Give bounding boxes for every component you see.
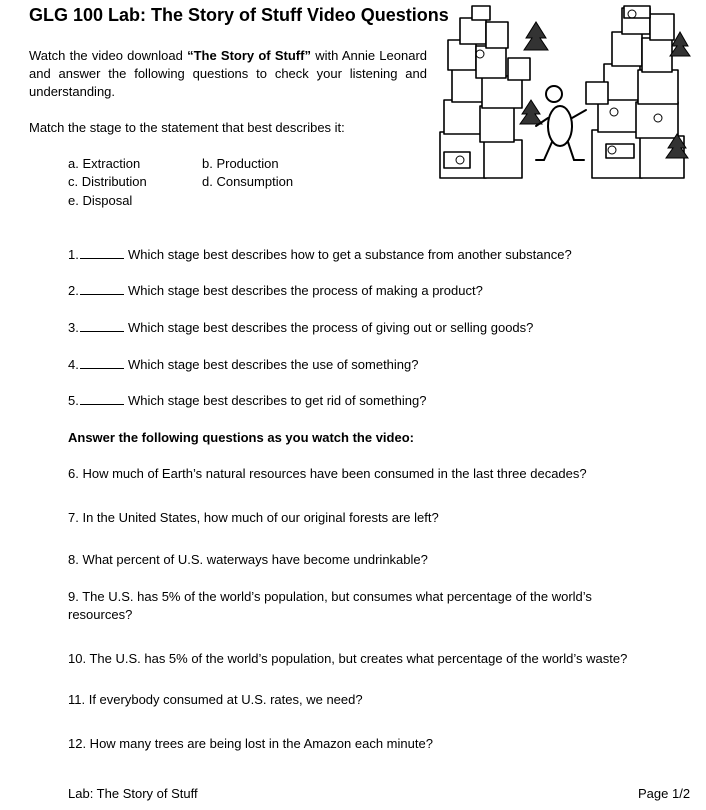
pile-of-stuff-illustration	[436, 2, 692, 184]
option-extraction: a. Extraction	[68, 156, 141, 171]
answer-blank[interactable]	[80, 246, 124, 259]
answer-blank[interactable]	[80, 282, 124, 295]
intro-text-after: with Annie Leonard and answer the following questions to check your listening and understanding.	[29, 48, 428, 99]
matching-question	[68, 282, 483, 300]
matching-prompt: Match the stage to the statement that best describes it:	[29, 120, 345, 135]
option-distribution: c. Distribution	[68, 174, 147, 189]
matching-question	[68, 246, 572, 264]
intro-text-before: Watch the video download	[29, 48, 188, 63]
option-consumption: d. Consumption	[202, 174, 294, 189]
video-question: 12. How many trees are being lost in the Amazon each minute?	[68, 736, 433, 751]
intro-paragraph	[29, 47, 427, 101]
video-question: 6. How much of Earth’s natural resources have been consumed in the last three decades?	[68, 466, 587, 481]
question-number: 3.	[68, 320, 79, 335]
answer-blank[interactable]	[80, 356, 124, 369]
question-text: Which stage best describes the use of something?	[128, 357, 419, 372]
question-number: 4.	[68, 357, 79, 372]
question-text: Which stage best describes the process of giving out or selling goods?	[128, 320, 534, 335]
answer-blank[interactable]	[80, 392, 124, 405]
option-production: b. Production	[202, 156, 279, 171]
question-text: Which stage best describes how to get a substance from another substance?	[128, 247, 572, 262]
question-number: 1.	[68, 247, 79, 262]
matching-question	[68, 356, 419, 374]
answer-blank[interactable]	[80, 319, 124, 332]
video-question: 8. What percent of U.S. waterways have become undrinkable?	[68, 552, 428, 567]
question-text: Which stage best describes to get rid of something?	[128, 393, 427, 408]
question-number: 2.	[68, 283, 79, 298]
footer-lab-title: Lab: The Story of Stuff	[68, 786, 198, 801]
video-question: 11. If everybody consumed at U.S. rates, we need?	[68, 692, 363, 707]
video-question: 9. The U.S. has 5% of the world’s population, but consumes what percentage of the world’s resources?	[68, 589, 592, 622]
video-title: “The Story of Stuff”	[187, 48, 311, 63]
video-question: 7. In the United States, how much of our original forests are left?	[68, 510, 439, 525]
question-text: Which stage best describes the process of making a product?	[128, 283, 483, 298]
matching-question	[68, 319, 533, 337]
matching-question	[68, 392, 426, 410]
page-title: GLG 100 Lab: The Story of Stuff Video Questions	[29, 5, 449, 25]
video-questions-heading: Answer the following questions as you watch the video:	[68, 430, 414, 445]
option-disposal: e. Disposal	[68, 193, 133, 208]
footer-page-number: Page 1/2	[638, 786, 691, 801]
question-number: 5.	[68, 393, 79, 408]
video-question: 10. The U.S. has 5% of the world’s population, but creates what percentage of the world’s waste?	[68, 651, 628, 666]
